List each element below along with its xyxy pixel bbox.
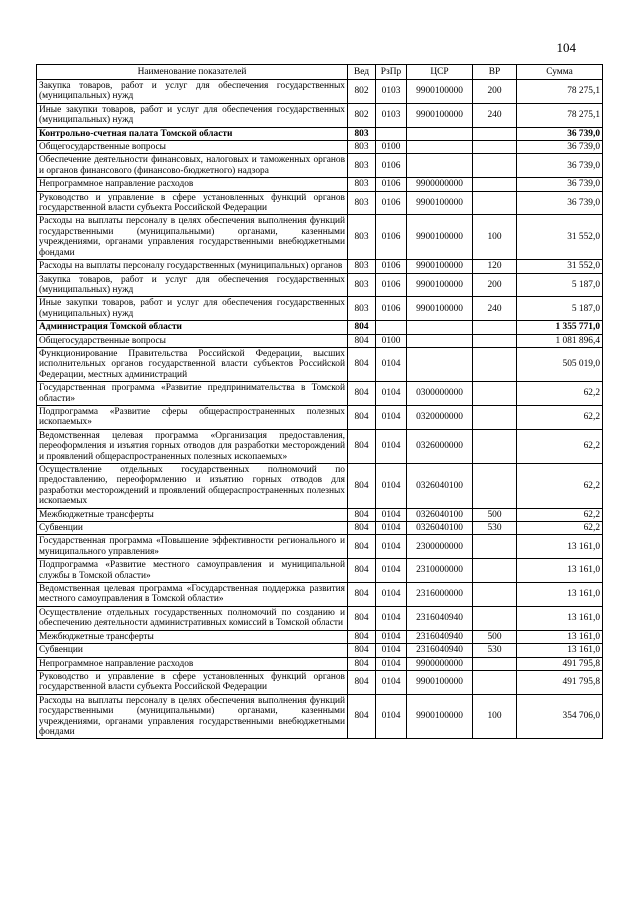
cell-csr [407,127,473,140]
cell-rzpr: 0104 [376,670,407,694]
cell-name: Функционирование Правительства Российской Федерации, высших исполнительных органов государственной власти субъектов Российской Федерации, местных администраций [37,347,348,381]
cell-rzpr: 0103 [376,80,407,104]
cell-sum: 62,2 [517,464,603,509]
cell-vr [473,559,517,583]
cell-vr [473,178,517,191]
table-row [37,191,603,215]
cell-vr: 200 [473,80,517,104]
cell-ved: 802 [348,103,376,127]
header-ved: Вед [348,65,376,80]
table-row [37,297,603,321]
cell-name: Подпрограмма «Развитие сферы общераспространенных полезных ископаемых» [37,405,348,429]
cell-rzpr: 0100 [376,141,407,154]
cell-ved: 804 [348,321,376,334]
table-row [37,583,603,607]
table-row [37,522,603,535]
cell-rzpr: 0104 [376,522,407,535]
table-row [37,347,603,381]
cell-vr: 100 [473,694,517,739]
cell-name: Осуществление отдельных государственных полномочий по предоставлению, переоформлению и изъятию горных отводов для разработки месторождений и проявлений общераспространенных полезных ископаемых [37,464,348,509]
cell-sum: 62,2 [517,522,603,535]
cell-csr: 0326040100 [407,508,473,521]
cell-sum: 36 739,0 [517,127,603,140]
cell-vr: 120 [473,260,517,273]
cell-name: Непрограммное направление расходов [37,178,348,191]
cell-sum: 505 019,0 [517,347,603,381]
cell-name: Расходы на выплаты персоналу в целях обеспечения выполнения функций государственными (муниципальными) органами, казенными учреждениями, органами управления государственными внебюджетными фондами [37,694,348,739]
cell-name: Ведомственная целевая программа «Государственная поддержка развития местного самоуправления в Томской области» [37,583,348,607]
cell-csr: 2316000000 [407,583,473,607]
cell-sum: 1 355 771,0 [517,321,603,334]
cell-rzpr: 0104 [376,657,407,670]
cell-vr [473,141,517,154]
cell-vr [473,382,517,406]
cell-ved: 803 [348,273,376,297]
cell-name: Общегосударственные вопросы [37,141,348,154]
cell-vr: 500 [473,508,517,521]
cell-csr: 2316040940 [407,606,473,630]
cell-rzpr: 0104 [376,508,407,521]
table-row [37,382,603,406]
table-body [37,80,603,739]
cell-vr [473,127,517,140]
table-row [37,535,603,559]
table-row [37,657,603,670]
cell-name: Государственная программа «Развитие предпринимательства в Томской области» [37,382,348,406]
cell-vr [473,583,517,607]
cell-vr [473,535,517,559]
cell-ved: 804 [348,670,376,694]
cell-rzpr: 0104 [376,464,407,509]
cell-csr [407,141,473,154]
header-csr: ЦСР [407,65,473,80]
cell-csr: 9900100000 [407,215,473,260]
cell-name: Администрация Томской области [37,321,348,334]
cell-sum: 13 161,0 [517,644,603,657]
header-sum: Сумма [517,65,603,80]
cell-sum: 62,2 [517,429,603,463]
cell-vr: 240 [473,103,517,127]
cell-csr: 0326000000 [407,429,473,463]
cell-name: Субвенции [37,644,348,657]
cell-sum: 13 161,0 [517,630,603,643]
table-row [37,334,603,347]
cell-rzpr: 0104 [376,583,407,607]
table-row [37,508,603,521]
cell-csr [407,321,473,334]
cell-vr: 100 [473,215,517,260]
cell-vr: 500 [473,630,517,643]
table-row [37,464,603,509]
table-row [37,80,603,104]
cell-name: Контрольно-счетная палата Томской области [37,127,348,140]
cell-rzpr: 0100 [376,334,407,347]
cell-sum: 13 161,0 [517,535,603,559]
cell-ved: 803 [348,154,376,178]
cell-csr: 9900100000 [407,273,473,297]
table-row [37,215,603,260]
cell-sum: 1 081 896,4 [517,334,603,347]
cell-csr: 9900100000 [407,670,473,694]
cell-name: Межбюджетные трансферты [37,508,348,521]
cell-ved: 802 [348,80,376,104]
header-name: Наименование показателей [37,65,348,80]
cell-rzpr [376,321,407,334]
cell-ved: 803 [348,297,376,321]
cell-vr [473,154,517,178]
cell-ved: 803 [348,260,376,273]
cell-ved: 804 [348,694,376,739]
cell-ved: 804 [348,559,376,583]
cell-ved: 804 [348,347,376,381]
cell-sum: 78 275,1 [517,103,603,127]
cell-sum: 36 739,0 [517,141,603,154]
page-number: 104 [556,40,576,55]
cell-name: Непрограммное направление расходов [37,657,348,670]
cell-csr: 2316040940 [407,630,473,643]
table-row [37,606,603,630]
cell-rzpr: 0103 [376,103,407,127]
cell-vr [473,347,517,381]
cell-vr: 200 [473,273,517,297]
cell-vr: 240 [473,297,517,321]
cell-ved: 804 [348,508,376,521]
cell-csr: 2310000000 [407,559,473,583]
cell-vr [473,657,517,670]
cell-ved: 804 [348,522,376,535]
header-vr: ВР [473,65,517,80]
cell-csr: 9900100000 [407,694,473,739]
cell-name: Иные закупки товаров, работ и услуг для обеспечения государственных (муниципальных) нужд [37,103,348,127]
cell-csr: 9900100000 [407,80,473,104]
cell-csr: 9900000000 [407,657,473,670]
table-row [37,127,603,140]
cell-rzpr [376,127,407,140]
cell-vr [473,405,517,429]
cell-vr [473,191,517,215]
cell-name: Обеспечение деятельности финансовых, налоговых и таможенных органов и органов финансового (финансово-бюджетного) надзора [37,154,348,178]
cell-csr: 9900100000 [407,297,473,321]
cell-name: Закупка товаров, работ и услуг для обеспечения государственных (муниципальных) нужд [37,80,348,104]
cell-sum: 491 795,8 [517,670,603,694]
cell-ved: 803 [348,127,376,140]
cell-name: Руководство и управление в сфере установленных функций органов государственной власти субъекта Российской Федерации [37,670,348,694]
cell-csr: 9900100000 [407,191,473,215]
cell-csr [407,154,473,178]
cell-sum: 13 161,0 [517,559,603,583]
cell-rzpr: 0106 [376,215,407,260]
cell-name: Закупка товаров, работ и услуг для обеспечения государственных (муниципальных) нужд [37,273,348,297]
cell-ved: 804 [348,535,376,559]
cell-ved: 803 [348,215,376,260]
cell-csr: 2300000000 [407,535,473,559]
cell-ved: 804 [348,630,376,643]
cell-csr: 0320000000 [407,405,473,429]
cell-sum: 354 706,0 [517,694,603,739]
cell-ved: 804 [348,382,376,406]
cell-vr [473,464,517,509]
cell-rzpr: 0104 [376,694,407,739]
table-row [37,630,603,643]
table-row [37,260,603,273]
cell-csr: 9900100000 [407,260,473,273]
table-row [37,429,603,463]
cell-csr: 9900100000 [407,103,473,127]
cell-rzpr: 0104 [376,644,407,657]
cell-rzpr: 0104 [376,535,407,559]
cell-ved: 804 [348,429,376,463]
cell-rzpr: 0104 [376,382,407,406]
cell-name: Расходы на выплаты персоналу государственных (муниципальных) органов [37,260,348,273]
cell-vr [473,334,517,347]
cell-vr: 530 [473,644,517,657]
cell-rzpr: 0104 [376,559,407,583]
cell-name: Подпрограмма «Развитие местного самоуправления и муниципальной службы в Томской области» [37,559,348,583]
table-row [37,670,603,694]
cell-sum: 36 739,0 [517,154,603,178]
cell-rzpr: 0104 [376,429,407,463]
cell-ved: 804 [348,334,376,347]
cell-sum: 13 161,0 [517,583,603,607]
cell-ved: 803 [348,191,376,215]
cell-name: Субвенции [37,522,348,535]
cell-ved: 803 [348,141,376,154]
cell-vr [473,606,517,630]
cell-name: Осуществление отдельных государственных полномочий по созданию и обеспечению деятельности административных комиссий в Томской области [37,606,348,630]
cell-sum: 78 275,1 [517,80,603,104]
cell-csr [407,347,473,381]
cell-ved: 804 [348,405,376,429]
cell-rzpr: 0106 [376,297,407,321]
cell-sum: 62,2 [517,405,603,429]
table-row [37,178,603,191]
cell-vr: 530 [473,522,517,535]
cell-rzpr: 0104 [376,606,407,630]
cell-name: Общегосударственные вопросы [37,334,348,347]
table-row [37,405,603,429]
cell-rzpr: 0104 [376,405,407,429]
cell-rzpr: 0106 [376,273,407,297]
budget-table [36,64,603,739]
cell-ved: 804 [348,464,376,509]
cell-sum: 62,2 [517,382,603,406]
cell-csr: 0300000000 [407,382,473,406]
cell-rzpr: 0104 [376,347,407,381]
cell-sum: 13 161,0 [517,606,603,630]
cell-vr [473,429,517,463]
table-row [37,141,603,154]
cell-name: Расходы на выплаты персоналу в целях обеспечения выполнения функций государственными (муниципальными) органами, казенными учреждениями, органами управления государственными внебюджетными фондами [37,215,348,260]
cell-ved: 804 [348,606,376,630]
cell-rzpr: 0106 [376,154,407,178]
cell-ved: 804 [348,657,376,670]
table-row [37,154,603,178]
table-row [37,321,603,334]
table-row [37,559,603,583]
cell-name: Иные закупки товаров, работ и услуг для обеспечения государственных (муниципальных) нужд [37,297,348,321]
cell-ved: 804 [348,583,376,607]
table-header-row [37,65,603,80]
cell-vr [473,670,517,694]
cell-sum: 62,2 [517,508,603,521]
cell-rzpr: 0106 [376,191,407,215]
table-row [37,273,603,297]
table-row [37,694,603,739]
cell-sum: 36 739,0 [517,178,603,191]
table-row [37,644,603,657]
cell-rzpr: 0106 [376,260,407,273]
cell-csr [407,334,473,347]
cell-name: Межбюджетные трансферты [37,630,348,643]
cell-ved: 803 [348,178,376,191]
cell-vr [473,321,517,334]
cell-sum: 491 795,8 [517,657,603,670]
cell-name: Руководство и управление в сфере установленных функций органов государственной власти субъекта Российской Федерации [37,191,348,215]
cell-name: Ведомственная целевая программа «Организация предоставления, переоформления и изъятия горных отводов для разработки месторождений и проявлений общераспространенных полезных ископаемых» [37,429,348,463]
cell-rzpr: 0104 [376,630,407,643]
cell-csr: 9900000000 [407,178,473,191]
table-row [37,103,603,127]
cell-rzpr: 0106 [376,178,407,191]
cell-sum: 31 552,0 [517,215,603,260]
cell-sum: 5 187,0 [517,297,603,321]
cell-sum: 31 552,0 [517,260,603,273]
cell-csr: 0326040100 [407,522,473,535]
cell-sum: 36 739,0 [517,191,603,215]
cell-csr: 2316040940 [407,644,473,657]
cell-ved: 804 [348,644,376,657]
cell-name: Государственная программа «Повышение эффективности регионального и муниципального управления» [37,535,348,559]
header-rzpr: РзПр [376,65,407,80]
cell-csr: 0326040100 [407,464,473,509]
cell-sum: 5 187,0 [517,273,603,297]
